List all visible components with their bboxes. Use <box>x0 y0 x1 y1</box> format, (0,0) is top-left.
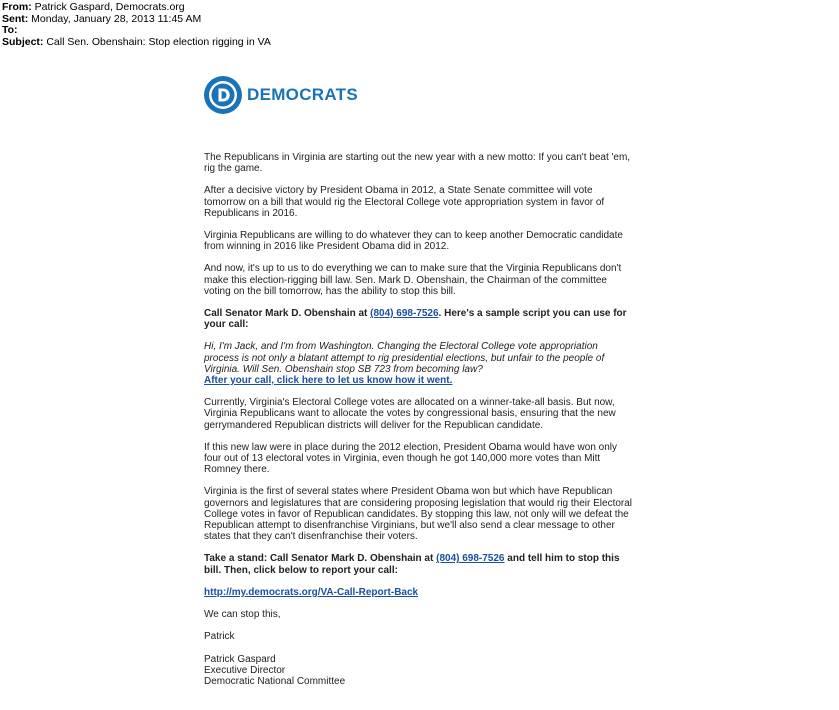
democrats-d-icon <box>204 76 242 114</box>
report-back-url-link[interactable]: http://my.democrats.org/VA-Call-Report-Back <box>204 586 419 598</box>
paragraph-republicans: Virginia Republicans are willing to do whatever they can to keep another Democratic candidate from winning in 2016 like President Obama did in 2012. <box>204 230 623 253</box>
call-prefix: Call Senator Mark D. Obenshain at <box>204 308 371 320</box>
first-name: Patrick <box>204 631 235 643</box>
phone-link[interactable]: (804) 698-7526 <box>370 308 439 320</box>
sent-row <box>2 14 271 26</box>
stand-suffix: and tell him to stop this bill. Then, click below to report your call: <box>204 553 620 576</box>
call-suffix: . Here's a sample script you can use for your call: <box>204 308 627 331</box>
signature-details <box>204 654 634 688</box>
email-body <box>204 152 634 698</box>
subject-row <box>2 37 271 49</box>
paragraph-2012-impact: If this new law were in place during the 2012 election, President Obama would have won only four out of 13 electoral votes in Virginia, even though he got 140,000 more votes than Mitt Romney there. <box>204 441 618 476</box>
sent-value: Monday, January 28, 2013 11:45 AM <box>31 12 202 25</box>
paragraph-other-states: Virginia is the first of several states where President Obama won but which have Republican governors and legislatures that are considering proposing legislation that would rig their Electoral College votes in favor of Republican candidates. By stopping this law, not only will we defeat the Republican attempt to disenfranchise Virginians, but we'll also send a clear message to other states that they can't disenfranchise their voters. <box>204 486 633 543</box>
from-value: Patrick Gaspard, Democrats.org <box>34 1 185 13</box>
to-label: To: <box>2 24 18 36</box>
take-a-stand-paragraph <box>204 553 634 575</box>
subject-value: Call Sen. Obenshain: Stop election rigging in VA <box>46 35 271 48</box>
paragraph-current-allocation: Currently, Virginia's Electoral College votes are allocated on a winner-take-all basis. But now, Virginia Republicans want to allocate the votes by congressional basis, ensuring that the new gerrymandered Republican districts will deliver for the Republican candidate. <box>204 397 616 431</box>
stand-prefix: Take a stand: Call Senator Mark D. Obenshain at <box>204 553 437 565</box>
script-paragraph <box>204 341 634 386</box>
url-paragraph <box>204 587 634 598</box>
from-label: From: <box>2 1 32 13</box>
signature-title: Executive Director <box>204 664 286 676</box>
signature-block <box>204 609 634 687</box>
signature-name: Patrick Gaspard <box>204 653 276 665</box>
closing-line: We can stop this, <box>204 609 281 621</box>
signature-org: Democratic National Committee <box>204 675 346 687</box>
paragraph-intro: The Republicans in Virginia are starting out the new year with a new motto: If you can't beat 'em, rig the game. <box>204 152 631 175</box>
subject-label: Subject: <box>2 35 44 48</box>
call-senator-paragraph <box>204 308 634 330</box>
logo-text: DEMOCRATS <box>247 85 358 104</box>
sent-label: Sent: <box>2 12 29 25</box>
democrats-logo[interactable] <box>204 76 358 114</box>
paragraph-call-to-action: And now, it's up to us to do everything we can to make sure that the Virginia Republicans don't make this election-rigging bill law. Sen. Mark D. Obenshain, the Chairman of the committee voting on the bill tomorrow, has the ability to stop this bill. <box>204 263 622 297</box>
report-call-link[interactable]: After your call, click here to let us know how it went. <box>204 375 453 387</box>
email-header <box>2 2 271 48</box>
sample-script: Hi, I'm Jack, and I'm from Washington. Changing the Electoral College vote appropriation process is not only a blatant attempt to rig presidential elections, but unfair to the people of Virginia. Will Sen. Obenshain stop SB 723 from becoming law? <box>204 341 605 375</box>
paragraph-committee-vote: After a decisive victory by President Obama in 2012, a State Senate committee will vote tomorrow on a bill that would rig the Electoral College vote appropriation system in favor of Republicans in 2016. <box>204 185 605 219</box>
stand-phone-link[interactable]: (804) 698-7526 <box>436 553 505 565</box>
